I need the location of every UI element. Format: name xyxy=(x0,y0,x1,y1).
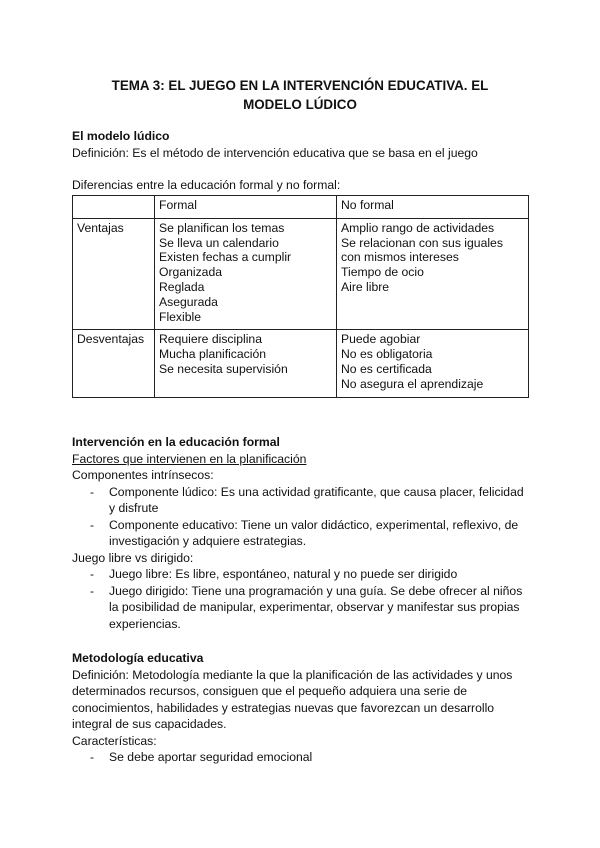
play-list xyxy=(72,566,530,632)
list-item xyxy=(72,583,530,633)
formal-cell xyxy=(155,330,337,397)
cell-line: Se lleva un calendario xyxy=(159,235,279,250)
cell-line: Flexible xyxy=(159,309,201,324)
table-header-cell: Formal xyxy=(155,196,337,219)
cell-line: No es certificada xyxy=(341,361,432,376)
section-formal-intervention xyxy=(72,434,530,632)
item-line: investigación y adquiere estrategias. xyxy=(109,534,307,548)
cell-line: Asegurada xyxy=(159,294,218,309)
definition-line: determinados recursos, consiguen que el pequeño adquiera una serie de xyxy=(72,684,468,698)
table-header-cell: No formal xyxy=(337,196,529,219)
definition-text: Definición: Es el método de intervención educativa que se basa en el juego xyxy=(72,145,478,160)
section-heading: Intervención en la educación formal xyxy=(72,435,280,449)
list-item xyxy=(72,566,530,583)
cell-line: Amplio rango de actividades xyxy=(341,220,495,235)
definition-line: conocimientos, habilidades y estrategias nuevas que favorezcan un desarrollo xyxy=(72,700,495,715)
row-label: Ventajas xyxy=(73,218,155,330)
document-title xyxy=(60,76,540,114)
no-formal-cell xyxy=(337,218,529,330)
comparison-table xyxy=(72,195,529,398)
cell-line: Reglada xyxy=(159,279,205,294)
components-list xyxy=(72,484,530,550)
features-label: Características: xyxy=(72,733,157,748)
play-label: Juego libre vs dirigido: xyxy=(72,550,194,565)
bullet-mark: - xyxy=(90,567,95,581)
cell-line: No es obligatoria xyxy=(341,347,433,362)
table-header-row xyxy=(73,196,529,219)
table-row xyxy=(73,218,529,330)
section-heading: El modelo lúdico xyxy=(72,129,170,143)
title-line-1: TEMA 3: EL JUEGO EN LA INTERVENCIÓN EDUCATIVA. EL xyxy=(111,78,489,93)
components-label: Componentes intrínsecos: xyxy=(72,468,214,482)
item-line: Juego libre: Es libre, espontáneo, natural y no puede ser dirigido xyxy=(109,567,458,581)
bullet-mark: - xyxy=(90,517,95,532)
item-line: y disfrute xyxy=(109,501,159,515)
item-line: Componente educativo: Tiene un valor didáctico, experimental, reflexivo, de xyxy=(109,517,519,532)
row-label: Desventajas xyxy=(73,330,155,397)
features-list xyxy=(72,749,530,766)
table-row xyxy=(73,330,529,397)
differences-intro: Diferencias entre la educación formal y no formal: xyxy=(72,178,341,192)
cell-line: No asegura el aprendizaje xyxy=(341,376,484,391)
item-line: la posibilidad de manipular, experimentar, observar y manifestar sus propias xyxy=(109,600,520,614)
cell-line: Mucha planificación xyxy=(159,347,267,362)
list-item xyxy=(72,484,530,517)
item-line: experiencias. xyxy=(109,616,181,631)
list-item xyxy=(72,749,530,766)
item-line: Componente lúdico: Es una actividad gratificante, que causa placer, felicidad xyxy=(109,484,524,499)
cell-line: Tiempo de ocio xyxy=(341,265,424,280)
definition-line: Definición: Metodología mediante la que la planificación de las actividades y unos xyxy=(72,667,513,682)
section-subheading: Factores que intervienen en la planificación xyxy=(72,451,307,466)
table-header-cell xyxy=(73,196,155,219)
item-line: Juego dirigido: Tiene una programación y una guía. Se debe ofrecer al niños xyxy=(109,583,523,598)
bullet-mark: - xyxy=(90,484,95,499)
bullet-mark: - xyxy=(90,750,95,764)
cell-line: Requiere disciplina xyxy=(159,332,262,347)
section-heading: Metodología educativa xyxy=(72,651,204,665)
cell-line: Organizada xyxy=(159,265,223,280)
section-modelo-ludico xyxy=(72,128,530,161)
cell-line: Puede agobiar xyxy=(341,332,421,347)
cell-line: Existen fechas a cumplir xyxy=(159,250,292,265)
cell-line: Aire libre xyxy=(341,279,390,294)
cell-line: con mismos intereses xyxy=(341,250,459,265)
formal-cell xyxy=(155,218,337,330)
list-item xyxy=(72,517,530,550)
definition-line: integral de sus capacidades. xyxy=(72,717,227,731)
cell-line: Se planifican los temas xyxy=(159,220,285,235)
cell-line: Se necesita supervisión xyxy=(159,361,288,376)
title-line-2: MODELO LÚDICO xyxy=(243,97,357,112)
no-formal-cell xyxy=(337,330,529,397)
section-methodology xyxy=(72,650,530,766)
cell-line: Se relacionan con sus iguales xyxy=(341,235,503,250)
item-line: Se debe aportar seguridad emocional xyxy=(109,750,313,764)
bullet-mark: - xyxy=(90,583,95,598)
